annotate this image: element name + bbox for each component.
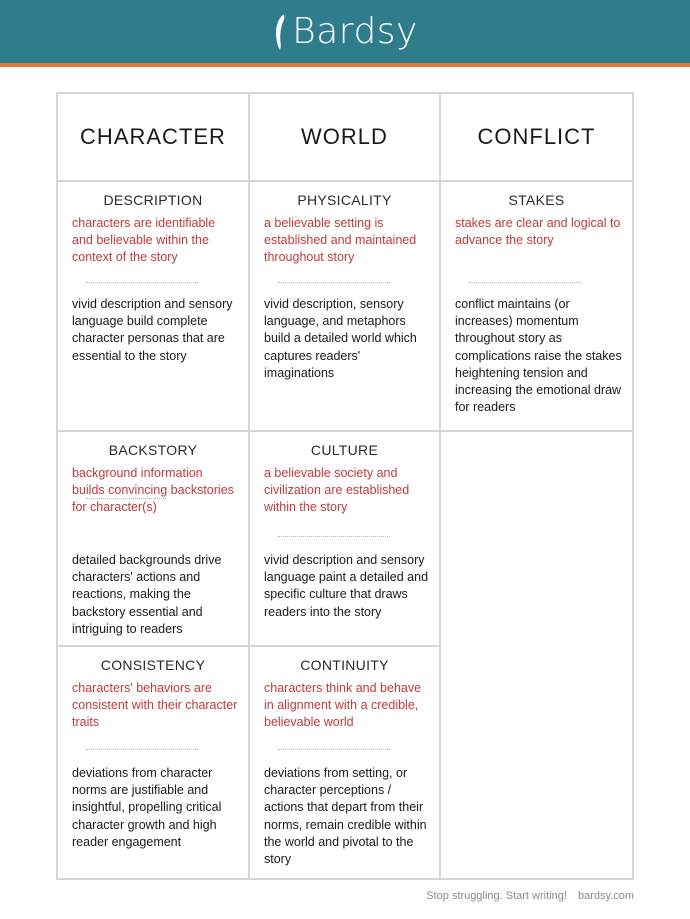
dotted-divider [86,282,198,283]
grid-divider [439,430,441,878]
cell-title: PHYSICALITY [297,192,392,208]
column-header-world: WORLD [301,124,388,149]
cell-body: vivid description, sensory language, and metaphors build a detailed world which captures readers' imaginations [264,297,417,380]
dotted-divider [86,498,166,499]
column-header-conflict: CONFLICT [477,124,596,149]
criterion-text: characters think and behave in alignment with a credible, believable world [264,681,422,729]
dotted-divider [469,282,581,283]
criterion-text: background information builds convincing backstories for character(s) [72,466,234,514]
footer-site-link[interactable]: bardsy.com [577,890,634,902]
criterion-text: characters' behaviors are consistent with their character traits [72,681,238,729]
cell-stakes [441,182,632,430]
header-banner [0,0,690,67]
cell-body: vivid description and sensory language build complete character personas that are essential to the story [72,297,233,363]
cell-physicality [250,182,439,430]
cell-description [58,182,248,430]
footer-tagline: Stop struggling. Start writing! [426,890,567,902]
cell-body: detailed backgrounds drive characters' actions and reactions, making the backstory essential and intriguing to readers [72,553,222,636]
cell-body: deviations from character norms are justifiable and insightful, propelling critical character growth and high reader engagement [72,766,222,849]
brand-logo[interactable] [272,11,418,52]
cell-body: conflict maintains (or increases) momentum throughout story as complications raise the stakes heightening tension and increasing the emotional draw for readers [455,297,622,415]
criterion-text: a believable setting is established and maintained throughout story [264,216,417,264]
criterion-text: characters are identifiable and believable within the context of the story [72,216,216,264]
criterion-text: stakes are clear and logical to advance the story [455,216,621,247]
cell-title: DESCRIPTION [103,192,203,208]
cell-consistency [58,647,248,878]
cell-body: vivid description and sensory language paint a detailed and specific culture that draws readers into the story [264,553,429,619]
cell-body: deviations from setting, or character perceptions / actions that depart from their norms, remain credible within the world and pivotal to the story [264,766,427,867]
dotted-divider [278,749,390,750]
footer [418,890,634,902]
criterion-text: a believable society and civilization are established within the story [264,466,410,514]
cell-culture [250,432,439,645]
brand-name: Bardsy [292,11,418,52]
cell-backstory [58,432,248,645]
dotted-divider [278,536,390,537]
cell-continuity [250,647,439,878]
rubric-grid [56,92,634,880]
cell-title: BACKSTORY [108,442,198,458]
dotted-divider [86,749,198,750]
column-header-character: CHARACTER [80,124,226,149]
feather-icon [272,12,290,52]
cell-title: STAKES [508,192,565,208]
cell-title: CULTURE [310,442,379,458]
cell-title: CONSISTENCY [100,657,206,673]
cell-title: CONTINUITY [300,657,389,673]
dotted-divider [278,282,390,283]
